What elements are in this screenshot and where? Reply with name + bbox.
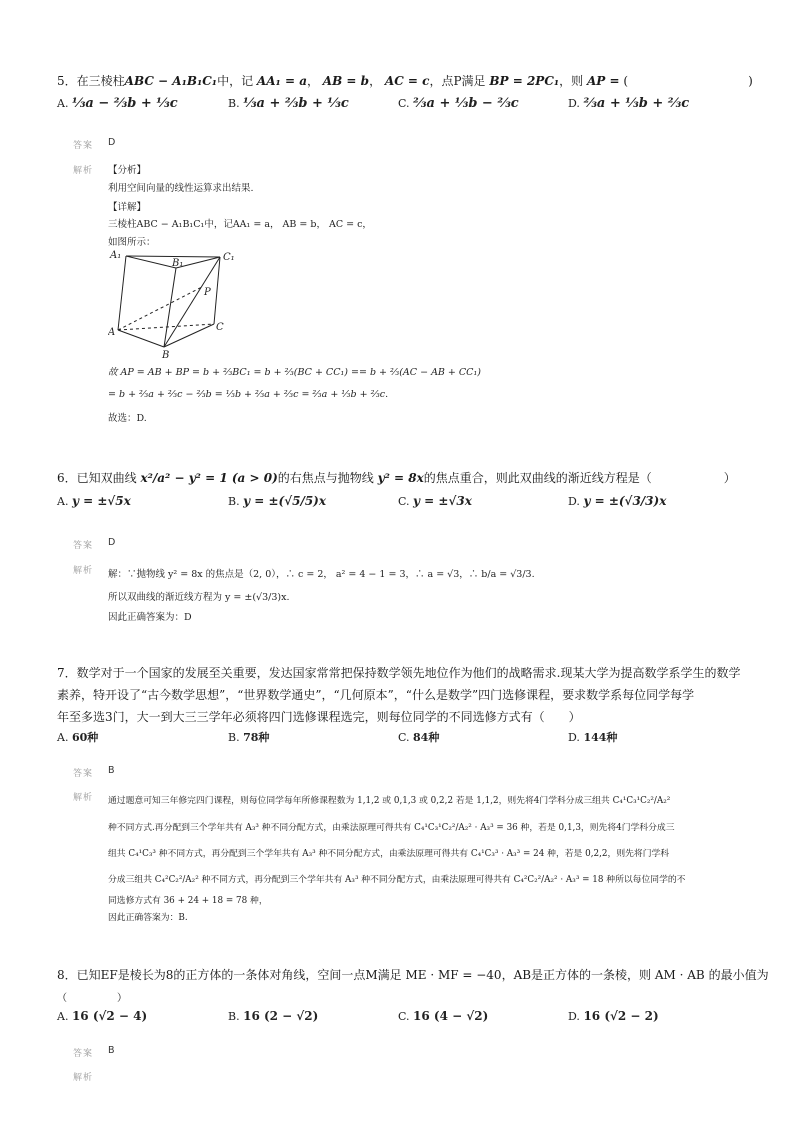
q7-answer-label: 答案	[73, 769, 94, 779]
edge-A1-C1	[126, 256, 220, 257]
q7-answer-value: B	[108, 765, 115, 776]
q7-stem-line3: 年至多选3门，大一到大三三学年必须将四门选修课程选完，则每位同学的不同选修方式有（ ）	[57, 710, 581, 724]
q7-option-b[interactable]: B. 78种	[228, 731, 270, 744]
q5-xiangjie-title: 【详解】	[108, 202, 147, 213]
q8-option-c[interactable]: C. 16 (4 − √2)	[398, 1009, 489, 1023]
q6-option-b[interactable]: B. y = ±(√5/5)x	[228, 494, 327, 508]
q7-solution-line1: 通过题意可知三年修完四门课程，则每位同学每年所修课程数为 1,1,2 或 0,1,3 或 0,2,2 若是 1,1,2，则先将4门学科分成三组共 C₄¹C₃¹C₂²/A₂²	[108, 796, 671, 806]
q5-conclusion: 故选：D.	[108, 413, 147, 424]
label-C1: C₁	[223, 252, 235, 263]
q8-answer-label: 答案	[73, 1049, 94, 1059]
q7-solution-line4: 分成三组共 C₄²C₂²/A₂² 种不同方式，再分配到三个学年共有 A₃³ 种不同分配方式，由乘法原理可得共有 C₄²C₂²/A₂² · A₃³ = 18 种所以每位同学的不	[108, 875, 686, 885]
q8-stem-line1: 8．已知EF是棱长为8的正方体的一条体对角线，空间一点M满足 ME · MF = −40，AB是正方体的一条棱，则 AM · AB 的最小值为	[57, 968, 769, 982]
label-P: P	[204, 287, 211, 298]
segment-A-P-hidden	[118, 287, 202, 330]
q6-option-a[interactable]: A. y = ±√5x	[57, 494, 131, 508]
q5-analysis-label: 解析	[73, 166, 94, 176]
q7-option-a[interactable]: A. 60种	[57, 731, 99, 744]
q5-xiangjie-line1: 三棱柱ABC − A₁B₁C₁中，记AA₁ = a， AB = b， AC = c，	[108, 219, 372, 230]
q5-xiangjie-line2: 如图所示：	[108, 237, 156, 248]
q7-solution-line2: 种不同方式.再分配到三个学年共有 A₃³ 种不同分配方式，由乘法原理可得共有 C₄¹C₃¹C₂²/A₂² · A₃³ = 36 种，若是 0,1,3，则先将4门学科分成三	[108, 823, 675, 833]
q6-analysis-label: 解析	[73, 566, 94, 576]
q6-stem: 6．已知双曲线 x²/a² − y² = 1 (a > 0)的右焦点与抛物线 y² = 8x的焦点重合，则此双曲线的渐近线方程是（ ）	[57, 471, 736, 485]
q6-option-d[interactable]: D. y = ±(√3/3)x	[568, 494, 667, 508]
q7-solution-line5: 同选修方式有 36 + 24 + 18 = 78 种，	[108, 896, 268, 906]
edge-A-B	[118, 330, 164, 347]
q5-calc-line1: 故 AP = AB + BP = b + ⅔BC₁ = b + ⅔(BC + CC₁) == b + ⅔(AC − AB + CC₁)	[108, 367, 481, 378]
label-A: A	[108, 327, 116, 338]
q5-option-d[interactable]: D. ⅔a + ⅓b + ⅔c	[568, 96, 690, 111]
q7-option-d[interactable]: D. 144种	[568, 731, 618, 744]
q6-solution-line2: 所以双曲线的渐近线方程为 y = ±(√3/3)x.	[108, 592, 290, 603]
q8-stem-line2: （ ）	[57, 993, 127, 1004]
q5-option-a[interactable]: A. ⅓a − ⅔b + ⅓c	[57, 96, 178, 111]
q7-option-c[interactable]: C. 84种	[398, 731, 440, 744]
edge-B1-B	[164, 268, 176, 347]
label-B: B	[162, 350, 170, 360]
edge-A1-B1	[126, 256, 176, 268]
q5-answer-value: D	[108, 137, 116, 148]
q7-stem-line2: 素养，特开设了“古今数学思想”，“世界数学通史”，“几何原本”，“什么是数学”四门选修课程，要求数学系每位同学每学	[57, 688, 695, 702]
label-A1: A₁	[110, 250, 122, 261]
q5-option-c[interactable]: C. ⅔a + ⅓b − ⅔c	[398, 96, 519, 111]
q8-option-d[interactable]: D. 16 (√2 − 2)	[568, 1009, 659, 1023]
q8-option-b[interactable]: B. 16 (2 − √2)	[228, 1009, 319, 1023]
q5-stem: 5．在三棱柱ABC − A₁B₁C₁中，记 AA₁ = a， AB = b， AC = c，点P满足 BP = 2PC₁，则 AP = ( )	[57, 74, 753, 88]
q8-answer-value: B	[108, 1045, 115, 1056]
label-B1: B₁	[172, 258, 184, 269]
q5-calc-line2: = b + ⅔a + ⅔c − ⅔b = ⅓b + ⅔a + ⅔c = ⅔a + ⅓b + ⅔c.	[108, 389, 389, 400]
q7-analysis-label: 解析	[73, 793, 94, 803]
q5-fenxi-text: 利用空间向量的线性运算求出结果.	[108, 183, 254, 194]
q6-answer-label: 答案	[73, 541, 94, 551]
q5-option-b[interactable]: B. ⅓a + ⅔b + ⅓c	[228, 96, 349, 111]
edge-C1-C	[214, 257, 220, 324]
q5-answer-label: 答案	[73, 141, 94, 151]
q6-solution-line1: 解：∵抛物线 y² = 8x 的焦点是（2, 0），∴ c = 2， a² = 4 − 1 = 3，∴ a = √3，∴ b/a = √3/3.	[108, 569, 535, 580]
q7-solution-line6: 因此正确答案为：B.	[108, 913, 188, 923]
q7-stem-line1: 7．数学对于一个国家的发展至关重要，发达国家常常把保持数学领先地位作为他们的战略需求.现某大学为提高数学系学生的数学	[57, 666, 741, 680]
q8-option-a[interactable]: A. 16 (√2 − 4)	[57, 1009, 148, 1023]
q5-prism-figure	[108, 248, 248, 360]
edge-A1-A	[118, 256, 126, 330]
label-C: C	[216, 322, 224, 333]
q6-option-c[interactable]: C. y = ±√3x	[398, 494, 472, 508]
q6-solution-line3: 因此正确答案为：D	[108, 612, 192, 623]
q5-fenxi-title: 【分析】	[108, 165, 147, 176]
q8-analysis-label: 解析	[73, 1073, 94, 1083]
q7-solution-line3: 组共 C₄¹C₃³ 种不同方式，再分配到三个学年共有 A₃³ 种不同分配方式，由乘法原理可得共有 C₄¹C₃³ · A₃³ = 24 种，若是 0,2,2，则先将门学科	[108, 849, 670, 859]
edge-A-C-hidden	[118, 324, 214, 330]
q6-answer-value: D	[108, 537, 116, 548]
